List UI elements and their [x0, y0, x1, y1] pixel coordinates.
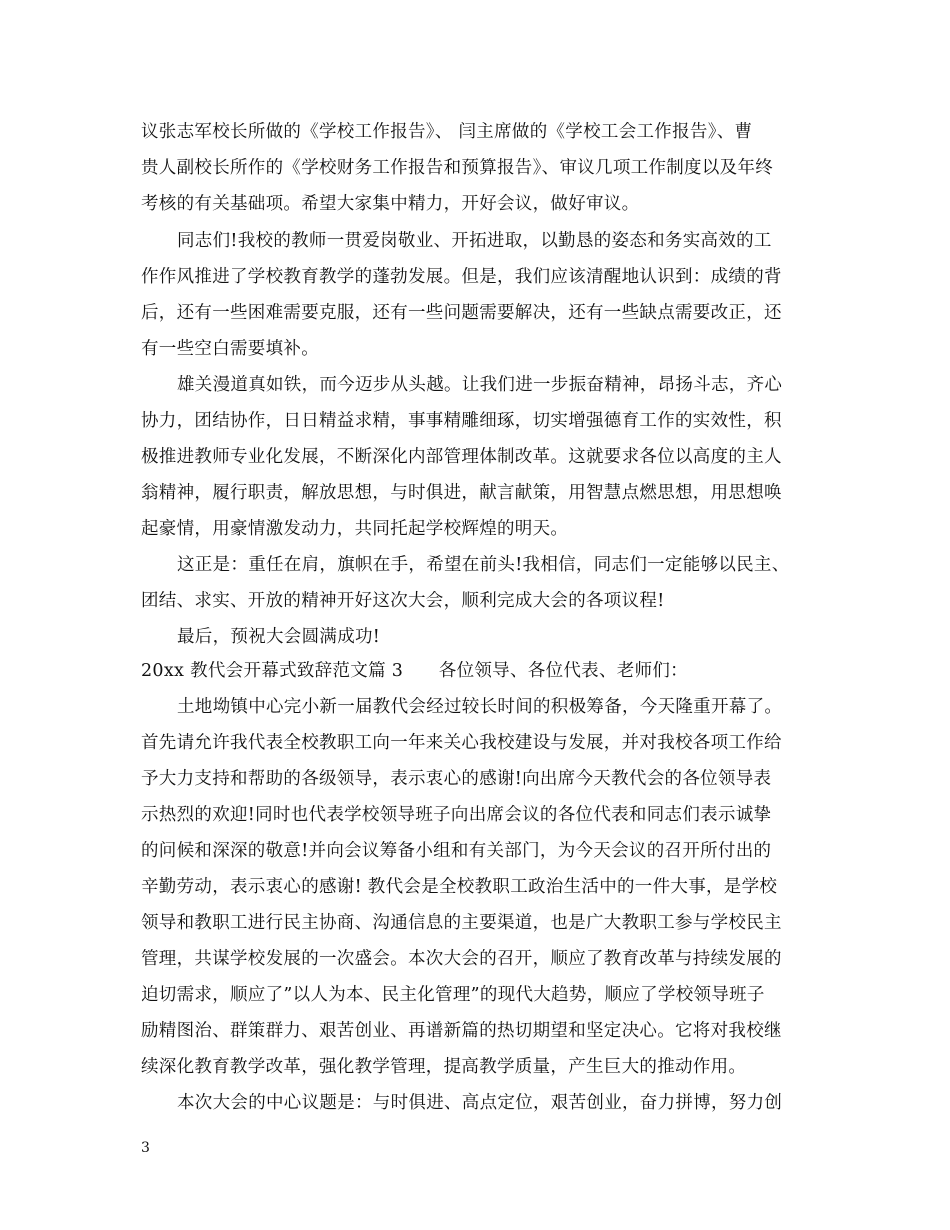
- text-line: 有一些空白需要填补。: [141, 339, 319, 359]
- text-line: 这正是：重任在肩，旗帜在手，希望在前头!我相信，同志们一定能够以民主、: [177, 555, 790, 575]
- text-line: 的问候和深深的敬意!并向会议筹备小组和有关部门，为今天会议的召开所付出的: [141, 841, 772, 861]
- text-line: 考核的有关基础项。希望大家集中精力，开好会议，做好审议。: [141, 194, 640, 214]
- text-line: 最后，预祝大会圆满成功!: [177, 627, 381, 647]
- text-line: 同志们!我校的教师一贯爱岗敬业、开拓进取，以勤恳的姿态和务实高效的工: [177, 231, 772, 251]
- text-line: 首先请允许我代表全校教职工向一年来关心我校建设与发展，并对我校各项工作给: [141, 733, 782, 753]
- text-line: 作作风推进了学校教育教学的蓬勃发展。但是，我们应该清醒地认识到：成绩的背: [141, 267, 782, 287]
- text-line: 雄关漫道真如铁，而今迈步从头越。让我们进一步振奋精神，昂扬斗志，齐心: [177, 375, 783, 395]
- text-line: 后，还有一些困难需要克服，还有一些问题需要解决，还有一些缺点需要改正，还: [141, 303, 782, 323]
- text-line: 团结、求实、开放的精神开好这次大会，顺利完成大会的各项议程!: [141, 591, 665, 611]
- text-line: 协力，团结协作，日日精益求精，事事精雕细琢，切实增强德育工作的实效性，积: [141, 411, 782, 431]
- text-line: 辛勤劳动，表示衷心的感谢! 教代会是全校教职工政治生活中的一件大事，是学校: [141, 877, 778, 897]
- text-line: 翁精神，履行职责，解放思想，与时俱进，献言献策，用智慧点燃思想，用思想唤: [141, 483, 782, 503]
- text-line: 予大力支持和帮助的各级领导，表示衷心的感谢!向出席今天教代会的各位领导表: [141, 769, 772, 789]
- text-line: 续深化教育教学改革，强化教学管理，提高教学质量，产生巨大的推动作用。: [141, 1057, 747, 1077]
- page-number: 3: [141, 1140, 150, 1156]
- text-line: 极推进教师专业化发展，不断深化内部管理体制改革。这就要求各位以高度的主人: [141, 447, 782, 467]
- text-line: 议张志军校长所做的《学校工作报告》、 闫主席做的《学校工会工作报告》、曹: [141, 122, 753, 142]
- text-line: 领导和教职工进行民主协商、沟通信息的主要渠道，也是广大教职工参与学校民主: [141, 913, 782, 933]
- text-line: 示热烈的欢迎!同时也代表学校领导班子向出席会议的各位代表和同志们表示诚挚: [141, 805, 772, 825]
- text-line: 迫切需求，顺应了”以人为本、民主化管理”的现代大趋势，顺应了学校领导班子: [141, 985, 765, 1005]
- text-line: 贵人副校长所作的《学校财务工作报告和预算报告》、审议几项工作制度以及年终: [141, 158, 774, 178]
- text-line: 本次大会的中心议题是：与时俱进、高点定位，艰苦创业，奋力拼博，努力创: [177, 1093, 783, 1113]
- text-line: 管理，共谋学校发展的一次盛会。本次大会的召开，顺应了教育改革与持续发展的: [141, 949, 782, 969]
- section-heading: 20xx 教代会开幕式致辞范文篇 3 各位领导、各位代表、老师们：: [141, 661, 688, 681]
- text-line: 励精图治、群策群力、艰苦创业、再谱新篇的热切期望和坚定决心。它将对我校继: [141, 1021, 782, 1041]
- text-line: 土地坳镇中心完小新一届教代会经过较长时间的积极筹备，今天隆重开幕了。: [177, 697, 783, 717]
- text-line: 起豪情，用豪情激发动力，共同托起学校辉煌的明天。: [141, 519, 569, 539]
